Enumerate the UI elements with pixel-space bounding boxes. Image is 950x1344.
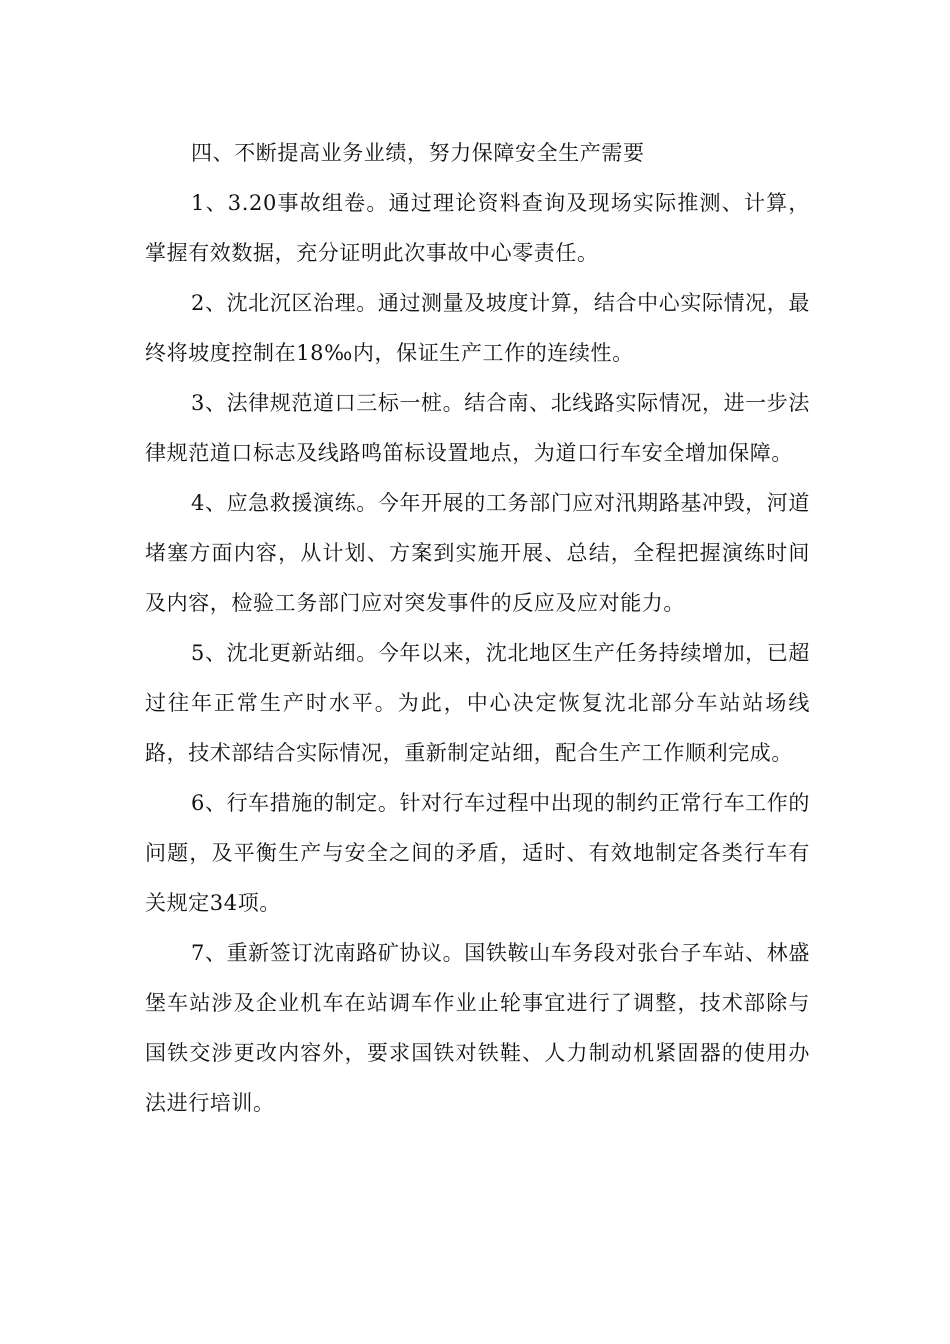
paragraph-5: 5、沈北更新站细。今年以来，沈北地区生产任务持续增加，已超过往年正常生产时水平。为此，中心决定恢复沈北部分车站站场线路，技术部结合实际情况，重新制定站细，配合生产工作顺利完成。 [145,641,810,765]
document-body [145,128,810,1128]
paragraph-3: 3、法律规范道口三标一桩。结合南、北线路实际情况，进一步法律规范道口标志及线路鸣笛标设置地点，为道口行车安全增加保障。 [145,391,810,465]
paragraph-7: 7、重新签订沈南路矿协议。国铁鞍山车务段对张台子车站、林盛堡车站涉及企业机车在站调车作业止轮事宜进行了调整，技术部除与国铁交涉更改内容外，要求国铁对铁鞋、人力制动机紧固器的使用办法进行培训。 [145,941,810,1115]
paragraph-4: 4、应急救援演练。今年开展的工务部门应对汛期路基冲毁，河道堵塞方面内容，从计划、方案到实施开展、总结，全程把握演练时间及内容，检验工务部门应对突发事件的反应及应对能力。 [145,491,810,615]
paragraph-1: 1、3.20事故组卷。通过理论资料查询及现场实际推测、计算，掌握有效数据，充分证明此次事故中心零责任。 [145,191,810,265]
paragraph-2: 2、沈北沉区治理。通过测量及坡度计算，结合中心实际情况，最终将坡度控制在18‰内，保证生产工作的连续性。 [145,291,810,365]
section-heading: 四、不断提高业务业绩，努力保障安全生产需要 [191,141,645,165]
paragraph-6: 6、行车措施的制定。针对行车过程中出现的制约正常行车工作的问题，及平衡生产与安全之间的矛盾，适时、有效地制定各类行车有关规定34项。 [145,791,810,915]
